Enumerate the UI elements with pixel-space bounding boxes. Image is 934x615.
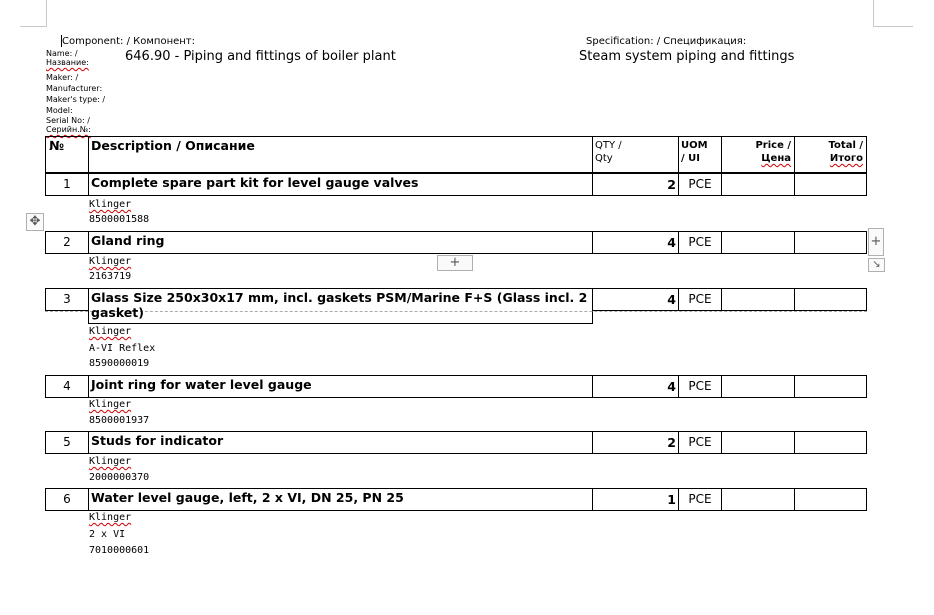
row-total-cell[interactable] <box>795 289 866 310</box>
row-maker: Klinger <box>89 399 132 410</box>
crop-mark-right-v <box>873 0 874 26</box>
row-quantity[interactable]: 2 <box>667 177 676 192</box>
makers-type-label: Maker's type: / <box>46 95 106 104</box>
row-description[interactable]: Complete spare part kit for level gauge valves <box>91 175 419 190</box>
row-price-cell[interactable] <box>722 232 794 253</box>
crop-mark-right-h <box>873 26 913 27</box>
header-divider <box>794 136 795 173</box>
serial-label: Serial No: / <box>46 116 90 125</box>
model-label: Model: <box>46 106 73 115</box>
header-divider <box>678 136 679 173</box>
row-maker: Klinger <box>89 456 132 467</box>
header-qty-en: QTY / <box>595 140 622 151</box>
row-uom[interactable]: PCE <box>688 435 712 449</box>
row-uom[interactable]: PCE <box>688 235 712 249</box>
header-price <box>724 139 791 165</box>
row-total-cell[interactable] <box>795 232 866 253</box>
row-divider <box>592 488 593 511</box>
row-maker: Klinger <box>89 512 132 523</box>
specification-label: Specification: / Спецификация: <box>586 36 747 47</box>
row-part-code: 2000000370 <box>89 472 150 483</box>
row-price-cell[interactable] <box>722 174 794 195</box>
row-uom[interactable]: PCE <box>688 292 712 306</box>
header-price-ru: Цена <box>761 153 791 164</box>
row-description[interactable]: Water level gauge, left, 2 x VI, DN 25, PN 25 <box>91 490 404 505</box>
row-divider <box>88 375 89 398</box>
row-description[interactable]: Gland ring <box>91 233 165 248</box>
row-part-code: 7010000601 <box>89 545 150 556</box>
header-total <box>797 139 863 165</box>
header-no: № <box>49 138 65 153</box>
row-divider <box>88 231 89 254</box>
row-uom[interactable]: PCE <box>688 177 712 191</box>
specification-value[interactable]: Steam system piping and fittings <box>579 49 795 64</box>
row-part-code: 8590000019 <box>89 358 150 369</box>
row-type: 2 x VI <box>89 529 126 540</box>
row-part-code: 2163719 <box>89 271 132 282</box>
add-row-button[interactable]: + <box>437 255 473 271</box>
row-quantity[interactable]: 4 <box>667 235 676 250</box>
row-total-cell[interactable] <box>795 432 866 453</box>
row-type: A-VI Reflex <box>89 343 156 354</box>
header-description-text: Description / Описание <box>91 138 255 153</box>
row-price-cell[interactable] <box>722 489 794 510</box>
row-part-code: 8500001937 <box>89 415 150 426</box>
row-quantity[interactable]: 4 <box>667 292 676 307</box>
crop-mark-left-h <box>20 26 47 27</box>
header-description <box>91 139 255 152</box>
serial-label-ru: Серийн.№: <box>46 125 91 134</box>
row-divider <box>592 173 593 196</box>
row-divider <box>592 231 593 254</box>
header-price-en: Price / <box>755 140 791 151</box>
row-divider <box>592 431 593 454</box>
row-maker: Klinger <box>89 326 132 337</box>
maker-label: Maker: / <box>46 73 79 82</box>
row-number: 5 <box>63 435 71 449</box>
row-part-code: 8500001588 <box>89 214 150 225</box>
name-label-ru: Название: <box>46 58 89 67</box>
table-move-handle-icon[interactable]: ✥ <box>26 213 44 231</box>
header-total-ru: Итого <box>829 153 863 164</box>
row-uom[interactable]: PCE <box>688 492 712 506</box>
manufacturer-label: Manufacturer: <box>46 84 103 93</box>
header-divider <box>592 136 593 173</box>
row-total-cell[interactable] <box>795 489 866 510</box>
row-divider <box>88 431 89 454</box>
header-qty-ru: Qty <box>595 153 613 164</box>
row-number: 2 <box>63 235 71 249</box>
row-maker: Klinger <box>89 256 132 267</box>
name-label: Name: / <box>46 49 78 58</box>
header-uom <box>681 139 708 165</box>
row-uom[interactable]: PCE <box>688 379 712 393</box>
row-divider <box>88 488 89 511</box>
row-number: 1 <box>63 177 71 191</box>
row-total-cell[interactable] <box>795 174 866 195</box>
row-description[interactable]: Studs for indicator <box>91 433 224 448</box>
row-price-cell[interactable] <box>722 432 794 453</box>
add-column-button[interactable]: + <box>868 228 884 256</box>
component-value[interactable]: 646.90 - Piping and fittings of boiler plant <box>125 49 396 64</box>
table-resize-handle-icon[interactable]: ↘ <box>868 258 885 272</box>
row-divider <box>88 173 89 196</box>
component-label-text: Component: / Компонент: <box>62 36 195 47</box>
row-description[interactable]: Glass Size 250x30x17 mm, incl. gaskets PSM/Marine F+S (Glass incl. 2 gasket) <box>91 290 588 320</box>
row-quantity[interactable]: 2 <box>667 435 676 450</box>
header-qty <box>595 139 622 165</box>
row-number: 6 <box>63 492 71 506</box>
row-maker: Klinger <box>89 199 132 210</box>
header-total-en: Total / <box>828 140 863 151</box>
row-quantity[interactable]: 4 <box>667 379 676 394</box>
header-uom-ru: / UI <box>681 153 700 164</box>
row-total-cell[interactable] <box>795 376 866 397</box>
header-divider <box>721 136 722 173</box>
row-number: 4 <box>63 379 71 393</box>
crop-mark-left-v <box>46 0 47 26</box>
row-number: 3 <box>63 292 71 306</box>
component-label <box>62 36 195 47</box>
header-divider <box>88 136 89 173</box>
row-quantity[interactable]: 1 <box>667 492 676 507</box>
header-uom-en: UOM <box>681 140 708 151</box>
row-divider <box>592 375 593 398</box>
row-description[interactable]: Joint ring for water level gauge <box>91 377 312 392</box>
row-price-cell[interactable] <box>722 289 794 310</box>
row-price-cell[interactable] <box>722 376 794 397</box>
